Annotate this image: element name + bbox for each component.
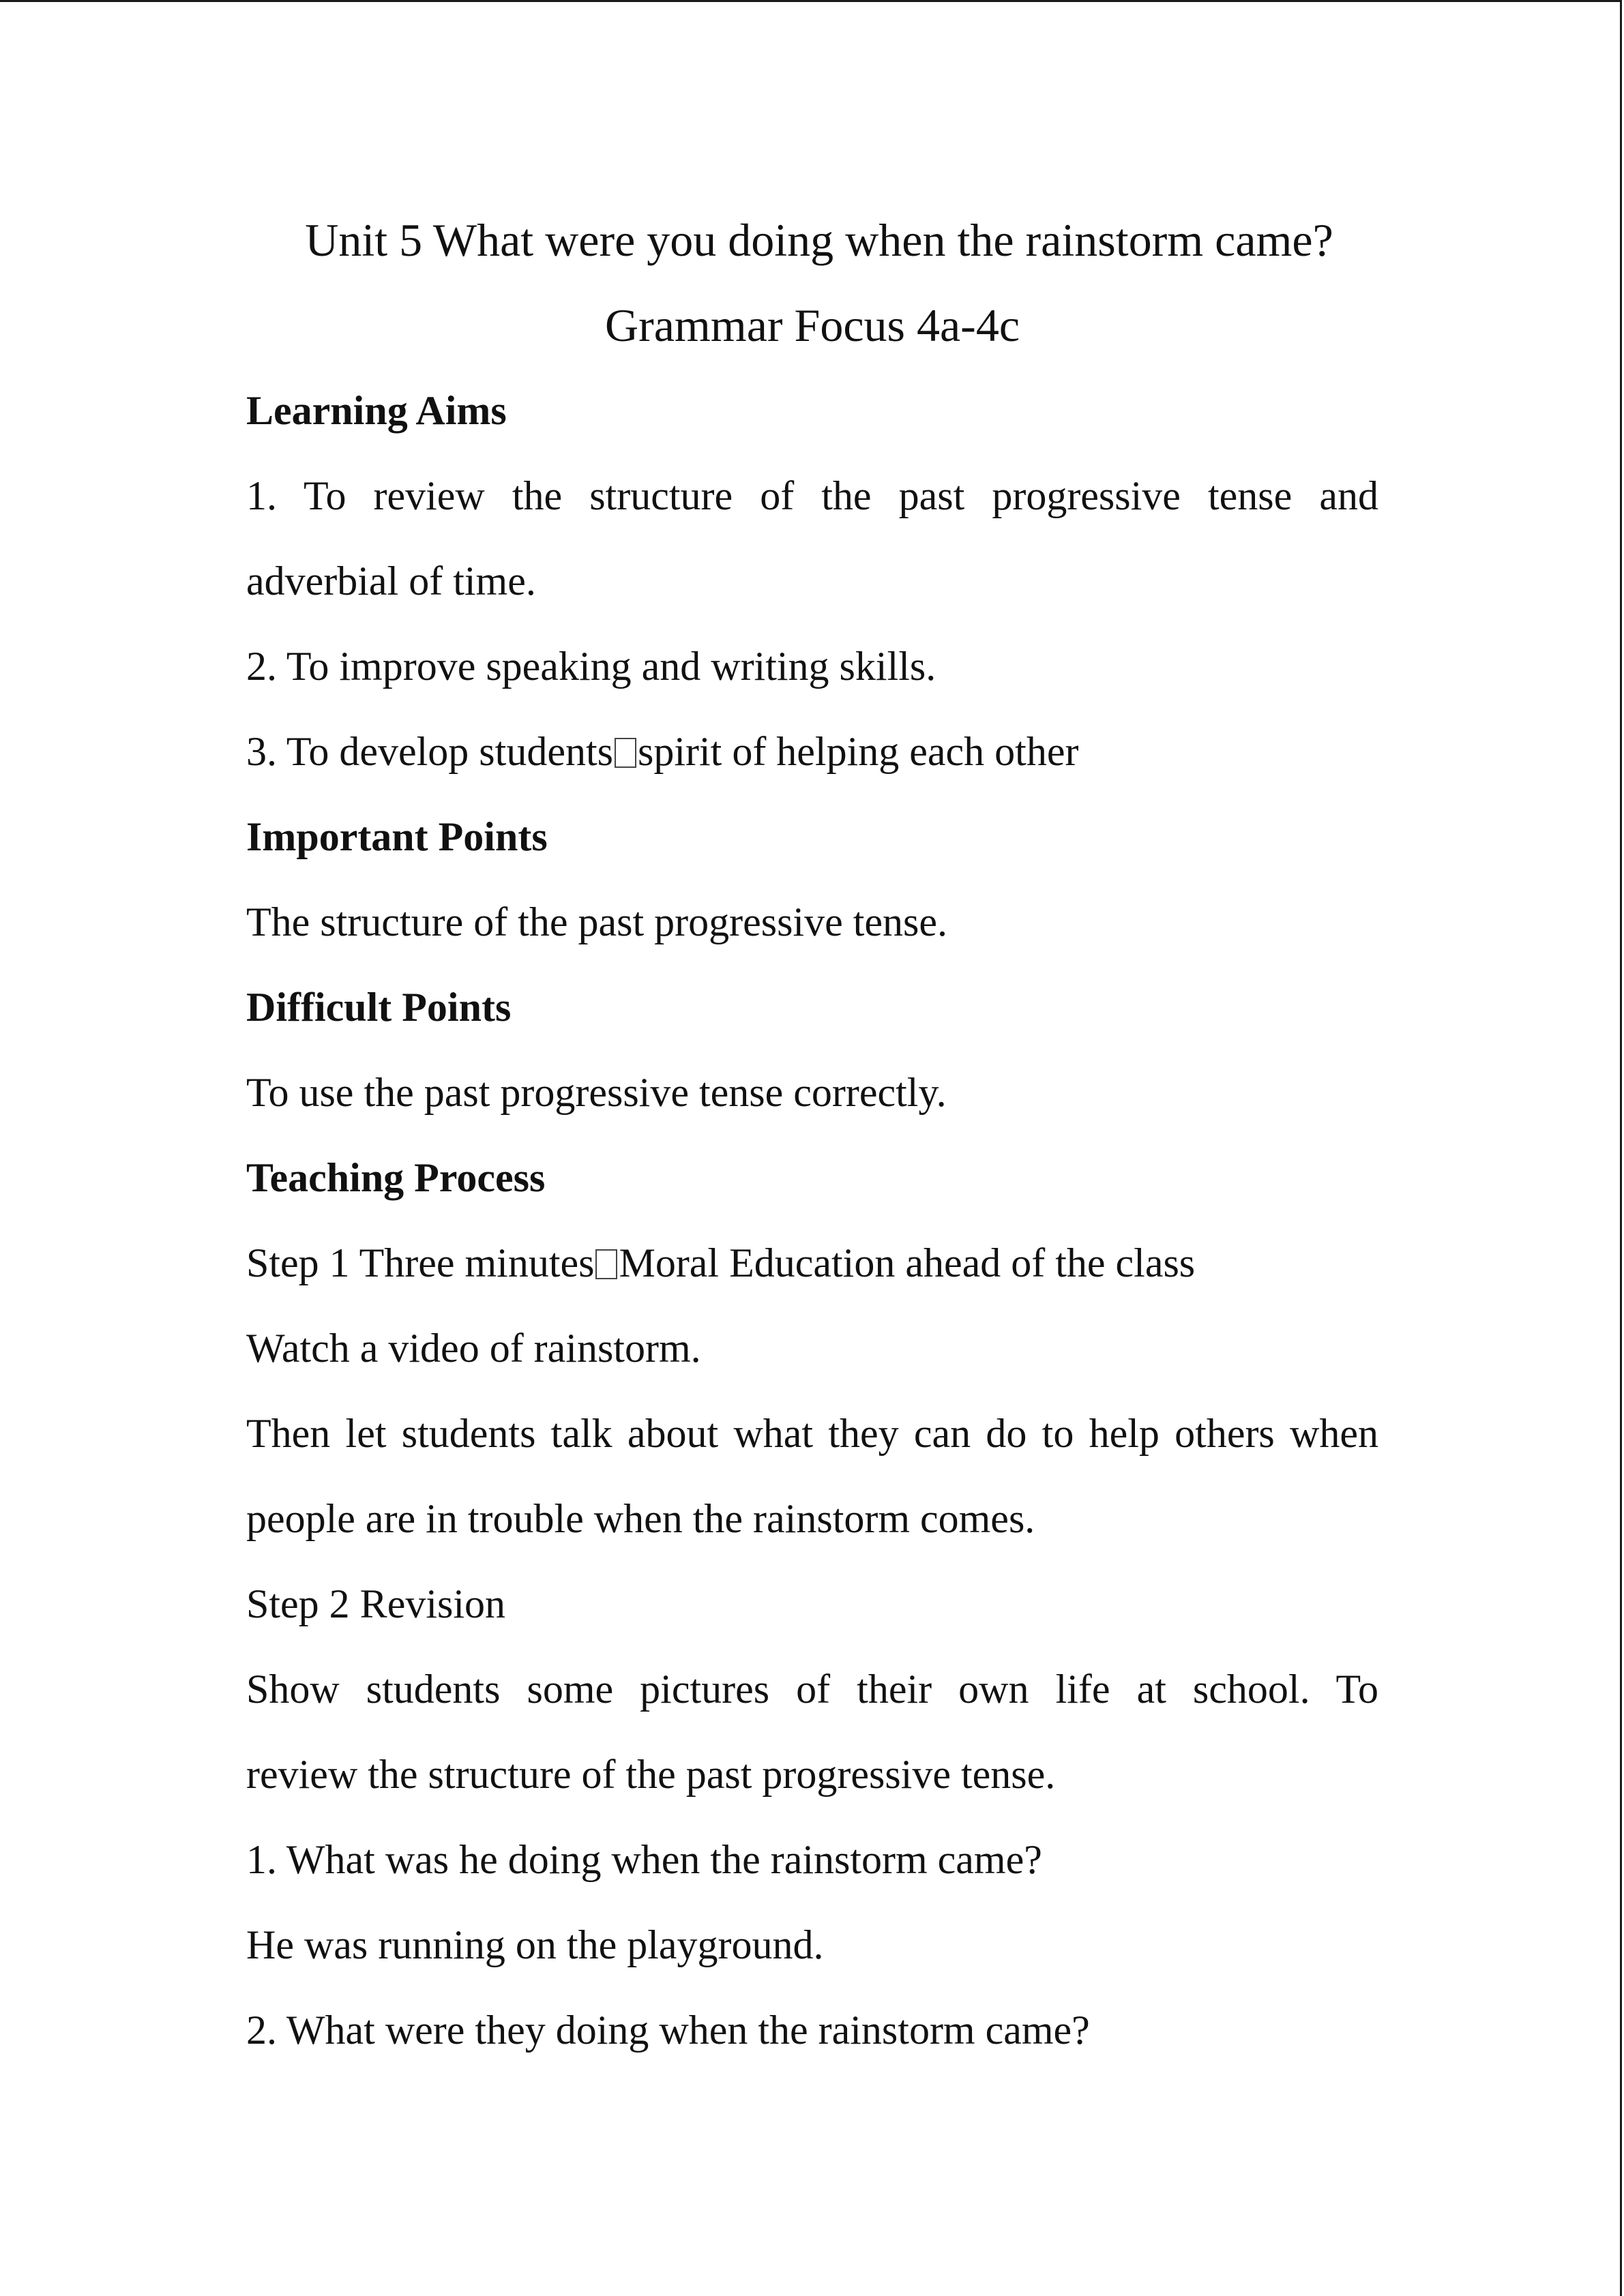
step-2-title: Step 2 Revision — [246, 1581, 506, 1626]
teaching-process-heading: Teaching Process — [246, 1155, 546, 1200]
step-1-line-3: Then let students talk about what they can do to help others when — [246, 1411, 1378, 1456]
document-body — [246, 198, 1378, 2073]
question-2: 2. What were they doing when the rainstorm came? — [246, 2008, 1090, 2053]
learning-aim-3-text-start: 3. To develop students — [246, 729, 613, 774]
learning-aim-3 — [246, 709, 1378, 794]
step-2-line-2: Show students some pictures of their own life at school. To — [246, 1667, 1378, 1712]
step-1-title-end: Moral Education ahead of the class — [619, 1240, 1196, 1285]
difficult-points-text: To use the past progressive tense correctly. — [246, 1070, 947, 1115]
learning-aim-1-line-1: 1. To review the structure of the past progressive tense and — [246, 473, 1378, 518]
learning-aim-1-line-2: adverbial of time. — [246, 558, 536, 603]
learning-aims-heading: Learning Aims — [246, 388, 507, 433]
important-points-text: The structure of the past progressive tense. — [246, 899, 947, 944]
learning-aim-3-text-end: spirit of helping each other — [637, 729, 1079, 774]
step-2-line-3: review the structure of the past progressive tense. — [246, 1752, 1056, 1797]
missing-glyph-icon — [615, 738, 636, 768]
learning-aim-2: 2. To improve speaking and writing skills. — [246, 644, 936, 689]
answer-1: He was running on the playground. — [246, 1922, 824, 1967]
missing-glyph-icon — [595, 1249, 617, 1279]
step-1-line-2: Watch a video of rainstorm. — [246, 1326, 701, 1371]
document-title: Unit 5 What were you doing when the rainstorm came? — [305, 214, 1333, 266]
important-points-heading: Important Points — [246, 814, 548, 859]
question-1: 1. What was he doing when the rainstorm came? — [246, 1837, 1042, 1882]
step-1-title — [246, 1221, 1378, 1306]
step-1-line-4: people are in trouble when the rainstorm comes. — [246, 1496, 1035, 1541]
difficult-points-heading: Difficult Points — [246, 985, 512, 1030]
document-subtitle: Grammar Focus 4a-4c — [604, 299, 1020, 351]
step-1-title-start: Step 1 Three minutes — [246, 1240, 595, 1285]
